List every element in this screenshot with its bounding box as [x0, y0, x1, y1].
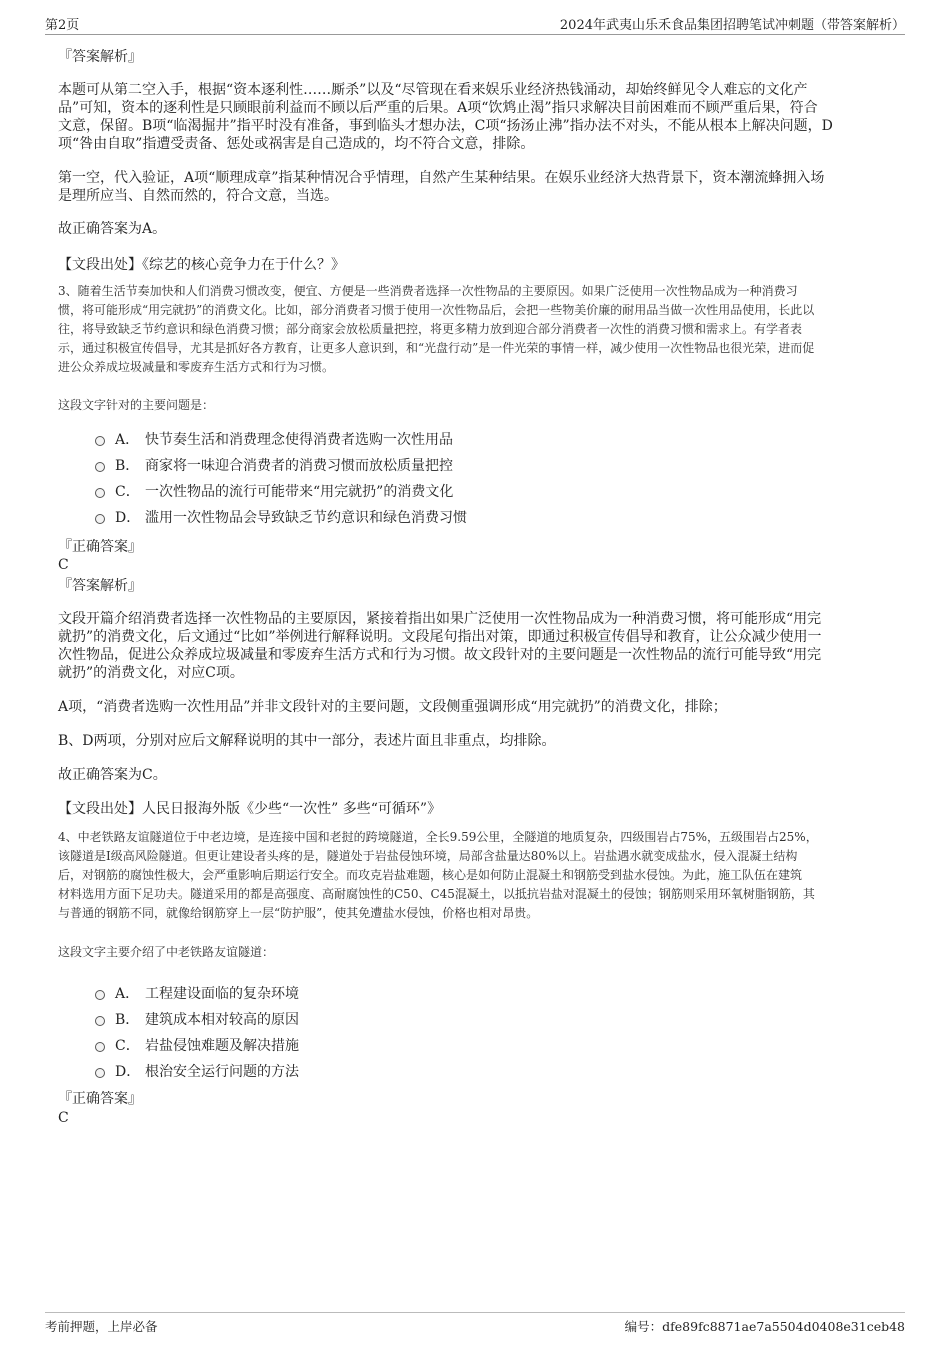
analysis-line: 项“咎由自取”指遭受责备、惩处或祸害是自己造成的，均不符合文意，排除。 [58, 136, 535, 152]
option-c[interactable] [95, 483, 453, 501]
option-text: 滥用一次性物品会导致缺乏节约意识和绿色消费习惯 [145, 510, 467, 526]
analysis-line: 文意，保留。B项“临渴掘井”指平时没有准备，事到临头才想办法，C项“扬汤止沸”指办法不对头，不能从根本上解决问题，D [58, 118, 833, 134]
option-letter: D． [115, 1064, 141, 1080]
answer-value: C [58, 1110, 69, 1126]
option-c[interactable] [95, 1037, 299, 1055]
option-d[interactable] [95, 1063, 299, 1081]
question-prompt: 这段文字针对的主要问题是： [58, 398, 215, 412]
question-stem-line: 后，对钢筋的腐蚀性极大，会严重影响后期运行安全。而攻克岩盐难题，核心是如何防止混凝土和钢筋受到盐水侵蚀。为此，施工队伍在建筑 [58, 868, 803, 882]
radio-icon[interactable] [95, 990, 105, 1000]
analysis-line: 第一空，代入验证，A项“顺理成章”指某种情况合乎情理，自然产生某种结果。在娱乐业经济大热背景下，资本潮流蜂拥入场 [58, 170, 825, 186]
option-text: 商家将一味迎合消费者的消费习惯而放松质量把控 [145, 458, 453, 474]
analysis-line: A项，“消费者选购一次性用品”并非文段针对的主要问题，文段侧重强调形成“用完就扔”的消费文化，排除； [58, 699, 727, 715]
option-text: 根治安全运行问题的方法 [145, 1064, 299, 1080]
analysis-line: 本题可从第二空入手，根据“资本逐利性……厮杀”以及“尽管现在看来娱乐业经济热钱涌动，却始终鲜见令人难忘的文化产 [58, 82, 808, 98]
answer-label: 『正确答案』 [58, 539, 142, 555]
analysis-line: B、D两项，分别对应后文解释说明的其中一部分，表述片面且非重点，均排除。 [58, 733, 556, 749]
option-letter: D． [115, 510, 141, 526]
question-stem-line: 进公众养成垃圾减量和零废弃生活方式和行为习惯。 [58, 360, 335, 374]
question-stem-line: 与普通的钢筋不同，就像给钢筋穿上一层“防护服”，使其免遭盐水侵蚀，价格也相对昂贵。 [58, 906, 539, 920]
option-a[interactable] [95, 431, 453, 449]
analysis-line: 次性物品，促进公众养成垃圾减量和零废弃生活方式和行为习惯。故文段针对的主要问题是一次性物品的流行可能导致“用完 [58, 647, 822, 663]
footer-slogan: 考前押题，上岸必备 [45, 1319, 158, 1334]
option-text: 一次性物品的流行可能带来“用完就扔”的消费文化 [145, 484, 454, 500]
page-footer [45, 1312, 905, 1337]
page-number: 第2页 [45, 18, 80, 33]
analysis-line: 文段开篇介绍消费者选择一次性物品的主要原因，紧接着指出如果广泛使用一次性物品成为一种消费习惯，将可能形成“用完 [58, 611, 822, 627]
option-d[interactable] [95, 509, 467, 527]
option-letter: C． [115, 1038, 140, 1054]
document-title: 2024年武夷山乐禾食品集团招聘笔试冲刺题（带答案解析） [559, 18, 905, 33]
radio-icon[interactable] [95, 1016, 105, 1026]
analysis-label: 『答案解析』 [58, 49, 142, 65]
source: 【文段出处】《综艺的核心竞争力在于什么？》 [58, 257, 345, 273]
option-letter: A． [115, 986, 140, 1002]
question-stem-line: 材料选用方面下足功夫。隧道采用的都是高强度、高耐腐蚀性的C50、C45混凝土，以抵抗岩盐对混凝土的侵蚀；钢筋则采用环氧树脂钢筋，其 [58, 887, 815, 901]
option-letter: C． [115, 484, 140, 500]
question-stem-line: 示，通过积极宣传倡导，尤其是抓好各方教育，让更多人意识到，和“光盘行动”是一件光荣的事情一样，减少使用一次性物品也很光荣，进而促 [58, 341, 815, 355]
page-header [45, 12, 905, 35]
option-letter: A． [115, 432, 140, 448]
analysis-line: 是理所应当、自然而然的，符合文意，当选。 [58, 188, 338, 204]
option-letter: B． [115, 458, 140, 474]
option-text: 建筑成本相对较高的原因 [145, 1012, 299, 1028]
analysis-label: 『答案解析』 [58, 578, 142, 594]
option-text: 工程建设面临的复杂环境 [145, 986, 299, 1002]
document-code: 编号：dfe89fc8871ae7a5504d0408e31ceb48 [624, 1319, 905, 1334]
option-b[interactable] [95, 1011, 299, 1029]
answer-value: C [58, 557, 69, 573]
radio-icon[interactable] [95, 514, 105, 524]
conclusion: 故正确答案为C。 [58, 767, 167, 783]
question-stem-line: 4、中老铁路友谊隧道位于中老边境，是连接中国和老挝的跨境隧道，全长9.59公里，全隧道的地质复杂，四级围岩占75%，五级围岩占25%， [58, 830, 818, 844]
analysis-line: 品”可知，资本的逐利性是只顾眼前利益而不顾以后严重的后果。A项“饮鸩止渴”指只求解决目前困难而不顾严重后果，符合 [58, 100, 818, 116]
option-text: 岩盐侵蚀难题及解决措施 [145, 1038, 299, 1054]
analysis-line: 就扔”的消费文化，后文通过“比如”举例进行解释说明。文段尾句指出对策，即通过积极宣传倡导和教育，让公众减少使用一 [58, 629, 822, 645]
option-a[interactable] [95, 985, 299, 1003]
option-text: 快节奏生活和消费理念使得消费者选购一次性用品 [145, 432, 453, 448]
conclusion: 故正确答案为A。 [58, 221, 167, 237]
question-stem-line: 3、随着生活节奏加快和人们消费习惯改变，便宜、方便是一些消费者选择一次性物品的主要原因。如果广泛使用一次性物品成为一种消费习 [58, 284, 798, 298]
source: 【文段出处】人民日报海外版《少些“一次性” 多些“可循环”》 [58, 801, 442, 817]
option-letter: B． [115, 1012, 140, 1028]
radio-icon[interactable] [95, 1042, 105, 1052]
radio-icon[interactable] [95, 1068, 105, 1078]
radio-icon[interactable] [95, 462, 105, 472]
question-stem-line: 惯，将可能形成“用完就扔”的消费文化。比如，部分消费者习惯于使用一次性物品后，会把一些物美价廉的耐用品当做一次性用品使用，长此以 [58, 303, 815, 317]
question-stem-line: 该隧道是I级高风险隧道。但更让建设者头疼的是，隧道处于岩盐侵蚀环境，局部含盐量达80%以上。岩盐遇水就变成盐水，侵入混凝土结构 [58, 849, 798, 863]
question-stem-line: 往，将导致缺乏节约意识和绿色消费习惯；部分商家会放松质量把控，将更多精力放到迎合部分消费者一次性的消费习惯和需求上。有学者表 [58, 322, 803, 336]
question-prompt: 这段文字主要介绍了中老铁路友谊隧道： [58, 945, 275, 959]
radio-icon[interactable] [95, 436, 105, 446]
radio-icon[interactable] [95, 488, 105, 498]
analysis-line: 就扔”的消费文化，对应C项。 [58, 665, 244, 681]
option-b[interactable] [95, 457, 453, 475]
answer-label: 『正确答案』 [58, 1091, 142, 1107]
